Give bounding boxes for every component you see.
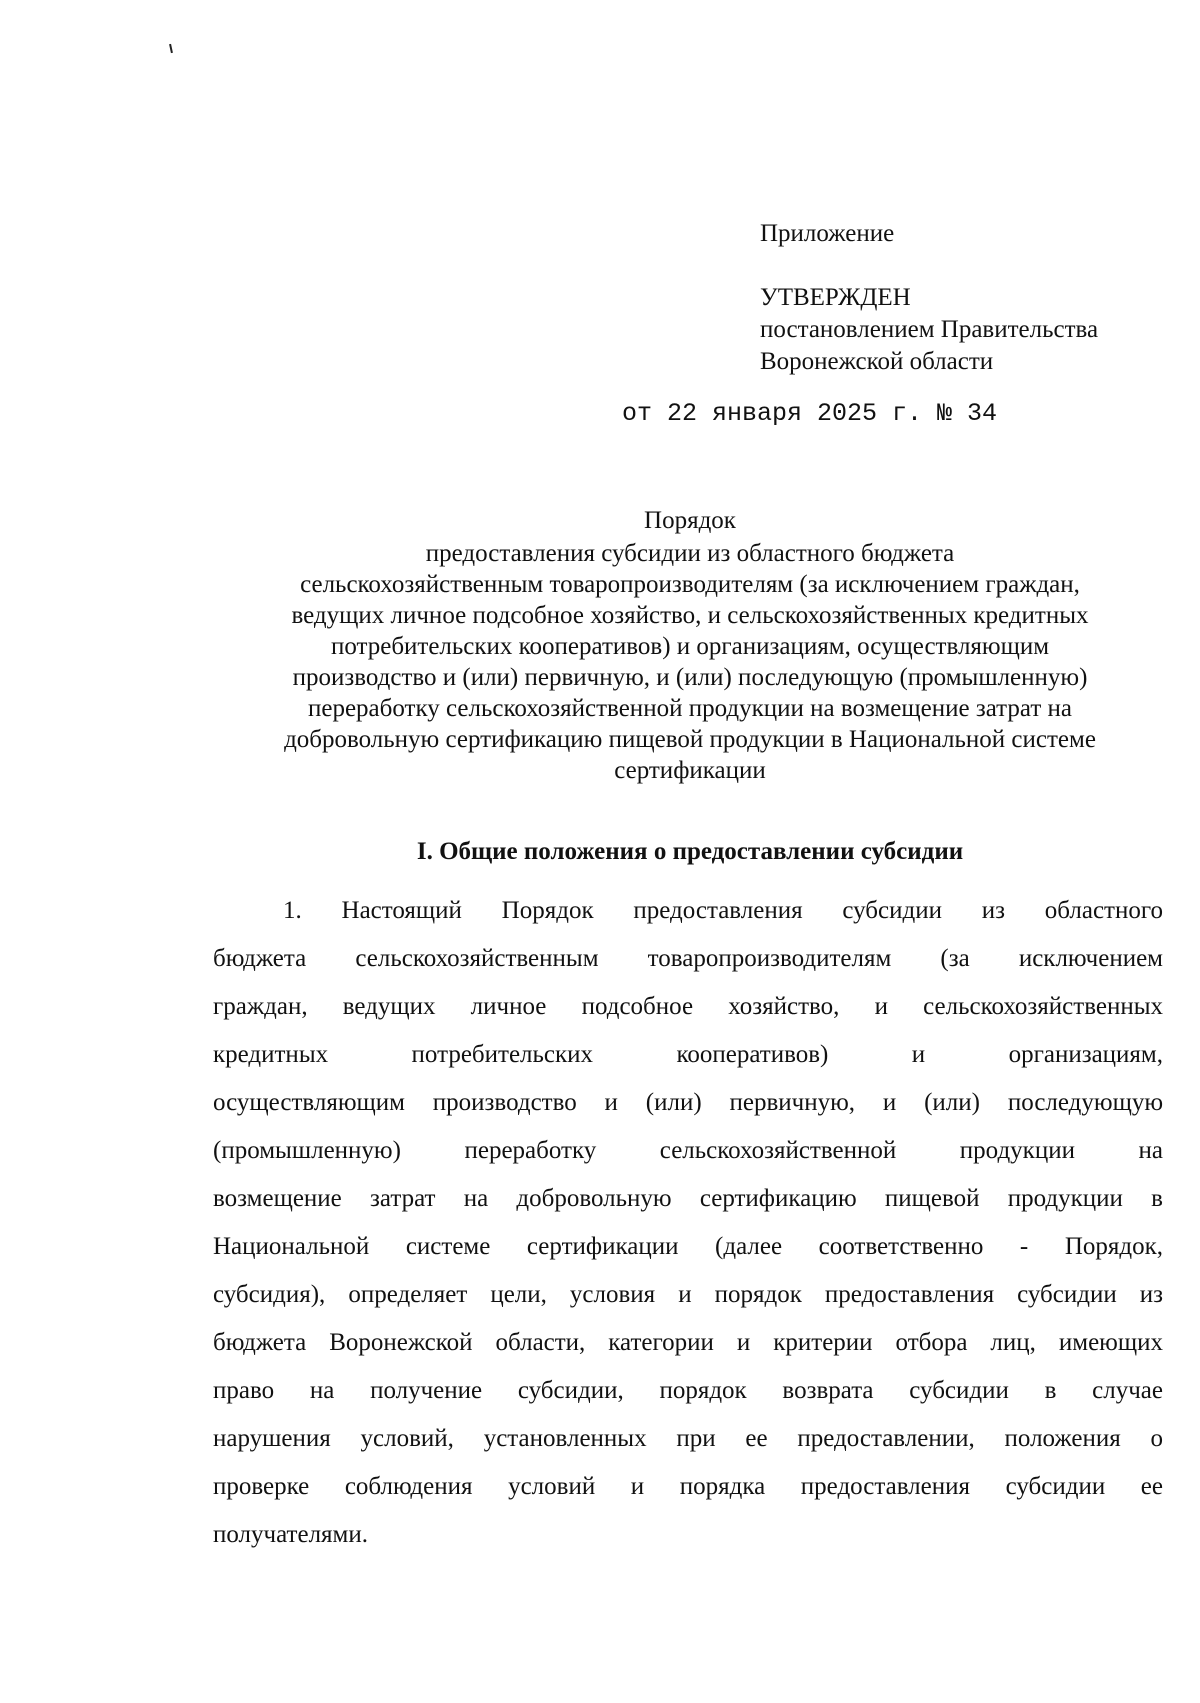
paragraph-line: бюджета Воронежской области, категории и критерии отбора лиц, имеющих xyxy=(213,1329,1163,1356)
paragraph-line: субсидия), определяет цели, условия и порядок предоставления субсидии из xyxy=(213,1281,1163,1308)
paragraph-line: право на получение субсидии, порядок возврата субсидии в случае xyxy=(213,1377,1163,1404)
paragraph-line: граждан, ведущих личное подсобное хозяйство, и сельскохозяйственных xyxy=(213,993,1163,1020)
paragraph-line: получателями. xyxy=(213,1521,368,1548)
paragraph-1 xyxy=(213,895,1163,1567)
paragraph-line: Национальной системе сертификации (далее соответственно - Порядок, xyxy=(213,1233,1163,1260)
paragraph-line: (промышленную) переработку сельскохозяйственной продукции на xyxy=(213,1137,1163,1164)
paragraph-line: кредитных потребительских кооперативов) и организациям, xyxy=(213,1041,1163,1068)
title-line: сертификации xyxy=(614,757,766,784)
title-line: предоставления субсидии из областного бюджета xyxy=(425,540,955,567)
title-line: сельскохозяйственным товаропроизводителям (за исключением граждан, xyxy=(300,571,1080,598)
paragraph-line: нарушения условий, установленных при ее предоставлении, положения о xyxy=(213,1425,1163,1452)
paragraph-line: 1. Настоящий Порядок предоставления субсидии из областного xyxy=(283,897,1163,924)
title-heading: Порядок xyxy=(644,507,736,534)
title-line: ведущих личное подсобное хозяйство, и сельскохозяйственных кредитных xyxy=(291,602,1089,629)
title-line: добровольную сертификацию пищевой продукции в Национальной системе xyxy=(284,726,1096,753)
paragraph-line: проверке соблюдения условий и порядка предоставления субсидии ее xyxy=(213,1473,1163,1500)
title-line: потребительских кооперативов) и организациям, осуществляющим xyxy=(330,633,1050,660)
appendix-label: Приложение xyxy=(760,220,895,247)
approved-by-line: постановлением Правительства xyxy=(760,316,1099,343)
scan-speck xyxy=(169,44,173,53)
title-line: производство и (или) первичную, и (или) последующую (промышленную) xyxy=(292,664,1088,691)
document-title xyxy=(210,505,1170,786)
paragraph-line: осуществляющим производство и (или) первичную, и (или) последующую xyxy=(213,1089,1163,1116)
title-line: переработку сельскохозяйственной продукции на возмещение затрат на xyxy=(307,695,1073,722)
approved-label: УТВЕРЖДЕН xyxy=(760,284,911,311)
paragraph-line: бюджета сельскохозяйственным товаропроизводителям (за исключением xyxy=(213,945,1163,972)
approved-by-line: Воронежской области xyxy=(760,348,994,375)
paragraph-line: возмещение затрат на добровольную сертификацию пищевой продукции в xyxy=(213,1185,1163,1212)
section-heading: I. Общие положения о предоставлении субсидии xyxy=(416,838,964,865)
decree-date-number: от 22 января 2025 г. № 34 xyxy=(622,399,998,428)
